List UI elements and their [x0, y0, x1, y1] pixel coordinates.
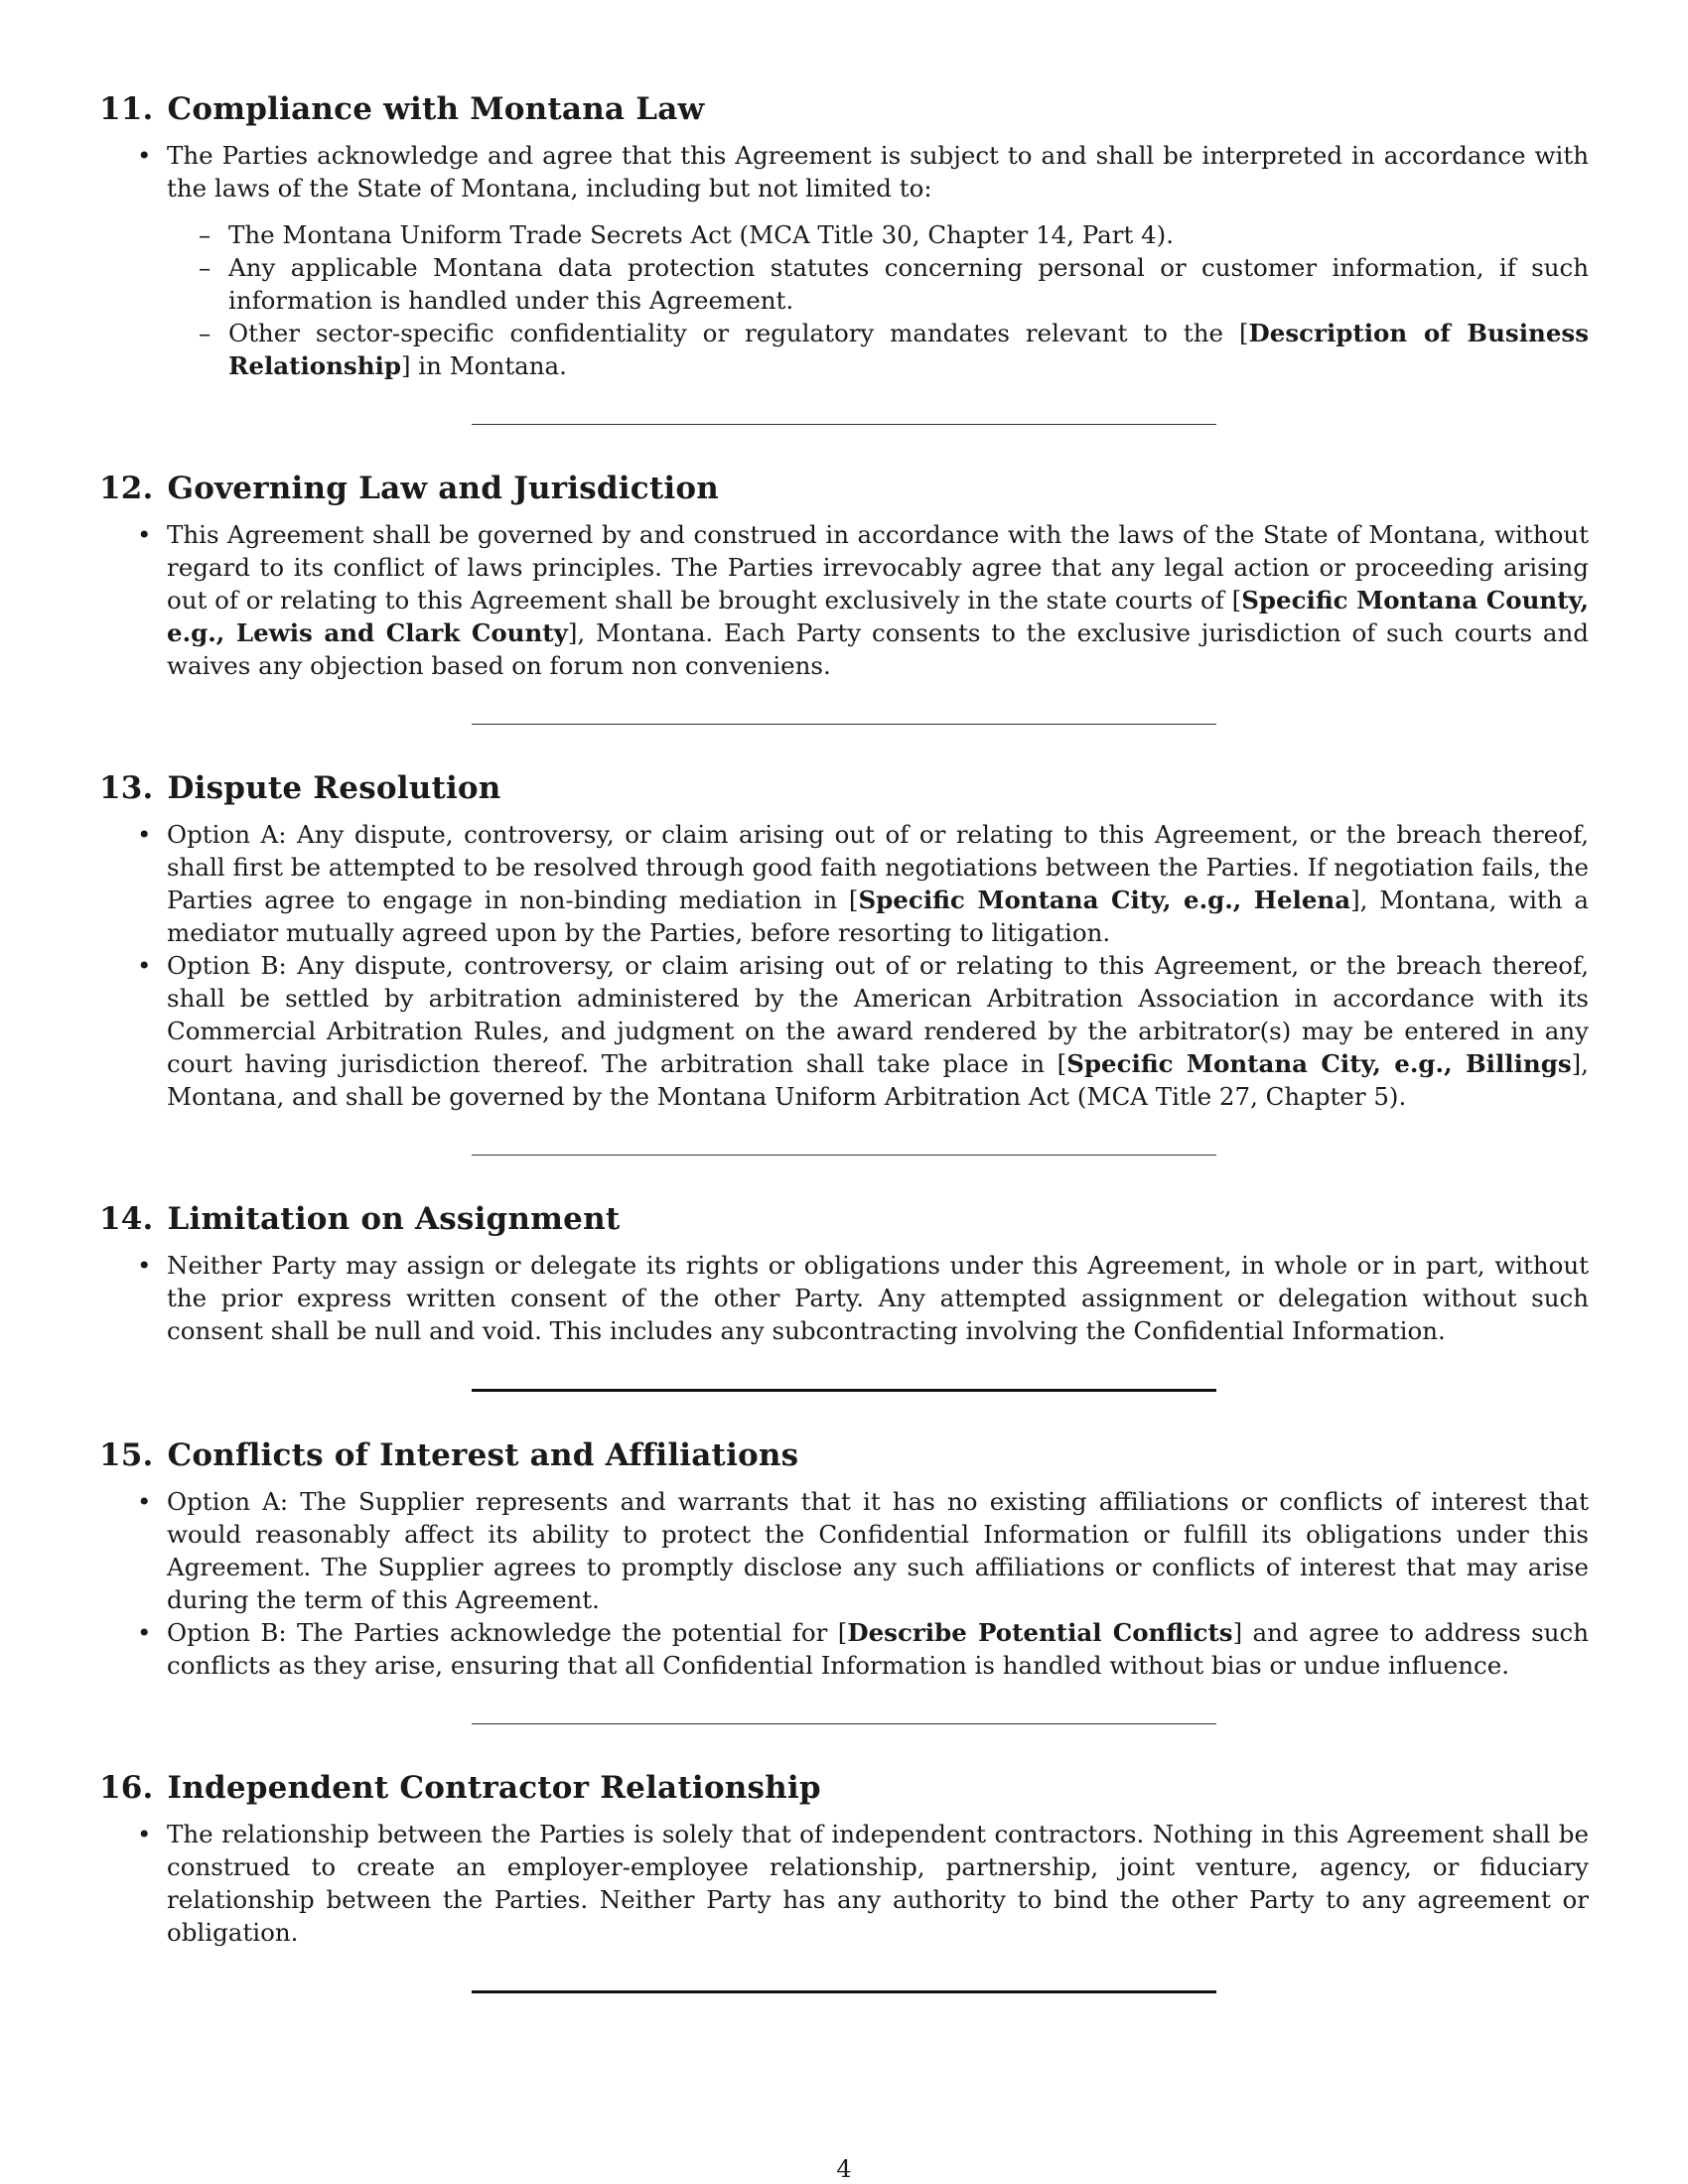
- sub-list-item: [228, 218, 1589, 251]
- bullet-list: [99, 818, 1589, 1113]
- sub-list: [167, 218, 1589, 382]
- placeholder-text: Specific Montana City, e.g., Billings: [1066, 1049, 1572, 1078]
- section-number: 16.: [99, 1770, 154, 1806]
- section-number: 13.: [99, 770, 154, 806]
- section-title: Compliance with Montana Law: [167, 91, 705, 127]
- section-title: Independent Contractor Relationship: [167, 1770, 821, 1806]
- section-heading: [99, 467, 1589, 510]
- section-heading: [99, 1433, 1589, 1477]
- section-13: [99, 766, 1589, 1113]
- bullet-list: [99, 1818, 1589, 1949]
- bullet-list: [99, 139, 1589, 382]
- bullet-list: [99, 518, 1589, 682]
- section-title: Conflicts of Interest and Affiliations: [167, 1437, 799, 1473]
- list-item: [167, 949, 1589, 1113]
- section-divider: [472, 1990, 1216, 1993]
- placeholder-text: Description of Business Relationship: [228, 319, 1589, 380]
- section-divider: [472, 724, 1216, 725]
- item-text: Option B: Any dispute, controversy, or claim arising out of or relating to this Agreement, or the breach thereof, shall be settled by arbitration administered by the American Arbitration Association in accordance with its Commercial Arbitration Rules, and judgment on the award rendered by the arbitrator(s) may be entered in any court having jurisdiction thereof. The arbitration shall take place in [: [167, 951, 1589, 1078]
- section-15: [99, 1433, 1589, 1682]
- list-item: [167, 518, 1589, 682]
- list-item: [167, 1485, 1589, 1616]
- item-text: Option B: The Parties acknowledge the potential for [: [167, 1618, 848, 1647]
- section-divider: [472, 1723, 1216, 1724]
- sub-list-item: [228, 317, 1589, 382]
- subitem-text: Other sector-specific confidentiality or regulatory mandates relevant to the [: [228, 319, 1249, 347]
- list-item: [167, 1249, 1589, 1347]
- document-page: [99, 87, 1589, 2035]
- list-item: [167, 139, 1589, 382]
- item-text: The relationship between the Parties is solely that of independent contractors. Nothing in this Agreement shall be construed to create an employer-employee relationship, partnership, joint venture, agency, or fiduciary relationship between the Parties. Neither Party has any authority to bind the other Party to any agreement or obligation.: [167, 1820, 1589, 1947]
- placeholder-text: Specific Montana City, e.g., Helena: [858, 886, 1351, 914]
- placeholder-text: Specific Montana County, e.g., Lewis and Clark County: [167, 586, 1589, 647]
- bullet-list: [99, 1249, 1589, 1347]
- section-title: Limitation on Assignment: [167, 1201, 621, 1237]
- section-14: [99, 1197, 1589, 1347]
- page-number: 4: [836, 2155, 852, 2183]
- section-12: [99, 467, 1589, 682]
- list-item: [167, 1616, 1589, 1682]
- section-number: 11.: [99, 91, 154, 127]
- item-text: This Agreement shall be governed by and construed in accordance with the laws of the State of Montana, without regard to its conflict of laws principles. The Parties irrevocably agree that any legal action or proceeding arising out of or relating to this Agreement shall be brought exclusively in the state courts of [: [167, 520, 1589, 614]
- section-heading: [99, 1766, 1589, 1810]
- placeholder-text: Describe Potential Conflicts: [847, 1618, 1233, 1647]
- item-text: ], Montana. Each Party consents to the exclusive jurisdiction of such courts and waives any objection based on forum non conveniens.: [167, 618, 1589, 680]
- section-divider: [472, 1155, 1216, 1156]
- section-divider: [472, 424, 1216, 425]
- section-title: Dispute Resolution: [167, 770, 501, 806]
- item-text: Option A: Any dispute, controversy, or claim arising out of or relating to this Agreement, or the breach thereof, shall first be attempted to be resolved through good faith negotiations between the Parties. If negotiation fails, the Parties agree to engage in non-binding mediation in [: [167, 820, 1589, 914]
- bullet-list: [99, 1485, 1589, 1682]
- section-16: [99, 1766, 1589, 1949]
- list-item: [167, 818, 1589, 949]
- sub-list-item: [228, 251, 1589, 317]
- section-divider: [472, 1389, 1216, 1392]
- section-11: [99, 87, 1589, 382]
- item-text: The Parties acknowledge and agree that this Agreement is subject to and shall be interpreted in accordance with the laws of the State of Montana, including but not limited to:: [167, 141, 1589, 203]
- item-text: Option A: The Supplier represents and warrants that it has no existing affiliations or conflicts of interest that would reasonably affect its ability to protect the Confidential Information or fulfill its obligations under this Agreement. The Supplier agrees to promptly disclose any such affiliations or conflicts of interest that may arise during the term of this Agreement.: [167, 1487, 1589, 1614]
- item-text: ] and agree to address such conflicts as they arise, ensuring that all Confidential Information is handled without bias or undue influence.: [167, 1618, 1590, 1680]
- list-item: [167, 1818, 1589, 1949]
- subitem-text: ] in Montana.: [400, 351, 567, 380]
- item-text: Neither Party may assign or delegate its rights or obligations under this Agreement, in whole or in part, without the prior express written consent of the other Party. Any attempted assignment or delegation without such consent shall be null and void. This includes any subcontracting involving the Confidential Information.: [167, 1251, 1589, 1345]
- section-heading: [99, 1197, 1589, 1241]
- section-number: 14.: [99, 1201, 154, 1237]
- item-text: ], Montana, and shall be governed by the Montana Uniform Arbitration Act (MCA Title 27, Chapter 5).: [167, 1049, 1589, 1111]
- section-heading: [99, 87, 1589, 131]
- item-text: ], Montana, with a mediator mutually agreed upon by the Parties, before resorting to litigation.: [167, 886, 1589, 947]
- section-number: 15.: [99, 1437, 154, 1473]
- section-title: Governing Law and Jurisdiction: [167, 471, 719, 506]
- section-number: 12.: [99, 471, 154, 506]
- subitem-text: The Montana Uniform Trade Secrets Act (MCA Title 30, Chapter 14, Part 4).: [228, 220, 1175, 249]
- section-heading: [99, 766, 1589, 810]
- subitem-text: Any applicable Montana data protection statutes concerning personal or customer information, if such information is handled under this Agreement.: [228, 253, 1589, 315]
